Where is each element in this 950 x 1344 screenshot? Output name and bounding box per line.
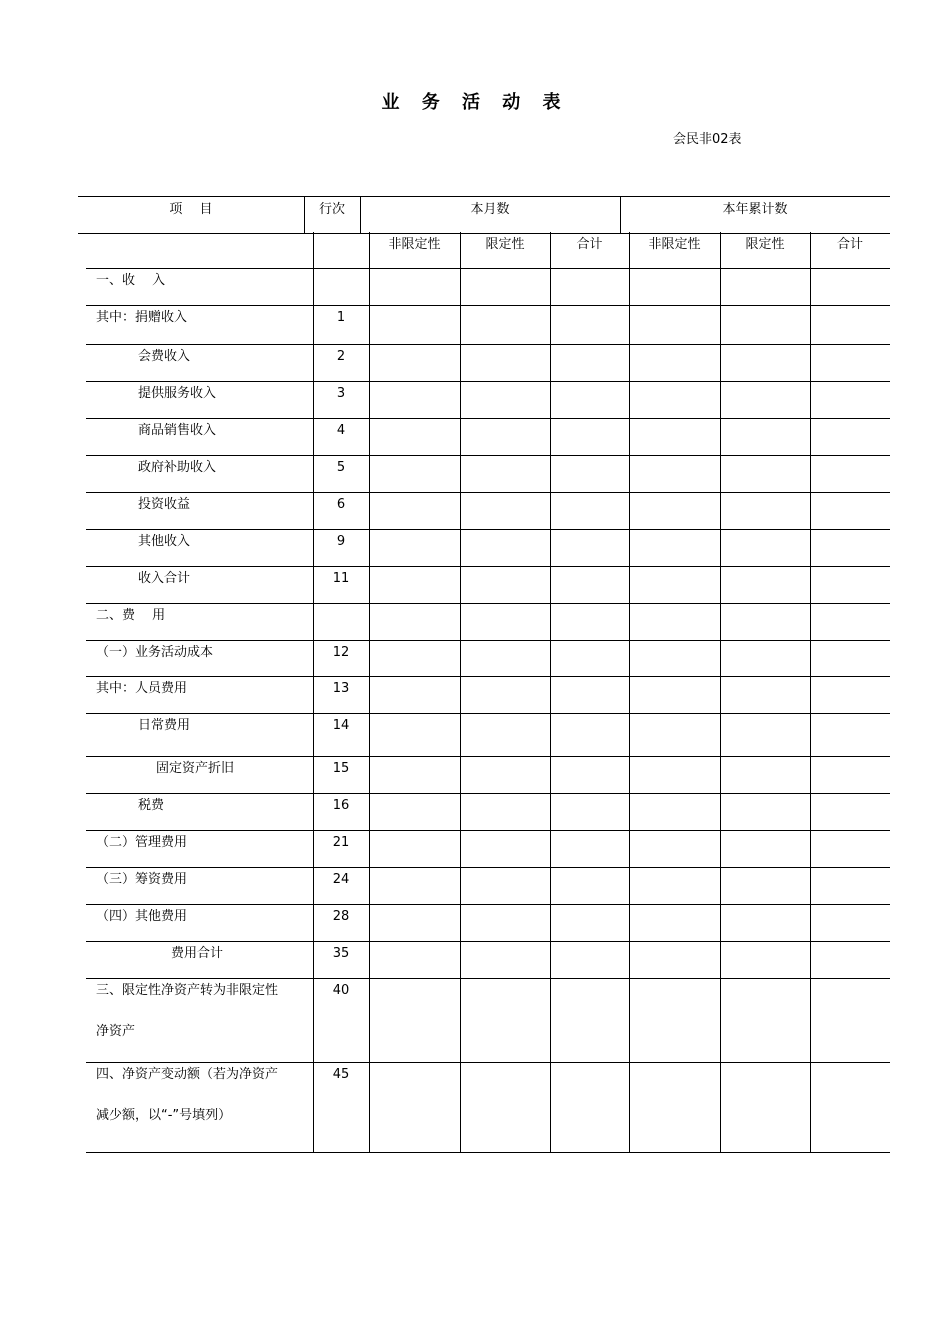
form-number: 会民非02表: [673, 132, 742, 147]
amount-cell[interactable]: [369, 904, 460, 941]
amount-cell[interactable]: [369, 867, 460, 904]
amount-cell[interactable]: [369, 941, 460, 978]
amount-cell[interactable]: [550, 418, 629, 455]
amount-cell[interactable]: [720, 904, 810, 941]
row-line-number: 12: [332, 645, 350, 660]
amount-cell[interactable]: [810, 268, 890, 305]
amount-cell[interactable]: [720, 713, 810, 756]
amount-cell[interactable]: [810, 978, 890, 1062]
table-row: [86, 305, 890, 345]
amount-cell[interactable]: [720, 305, 810, 344]
table-row: [86, 904, 890, 942]
amount-cell[interactable]: [720, 566, 810, 603]
amount-cell[interactable]: [460, 904, 550, 941]
amount-cell[interactable]: [369, 603, 460, 640]
amount-cell[interactable]: [550, 603, 629, 640]
amount-cell[interactable]: [629, 418, 720, 455]
amount-cell[interactable]: [810, 640, 890, 676]
amount-cell[interactable]: [629, 344, 720, 381]
row-line-number: 40: [332, 983, 350, 998]
amount-cell[interactable]: [629, 830, 720, 867]
column-divider: [369, 232, 370, 1152]
amount-cell[interactable]: [720, 867, 810, 904]
table-row: [86, 830, 890, 868]
amount-cell[interactable]: [629, 713, 720, 756]
amount-cell[interactable]: [720, 978, 810, 1062]
amount-cell[interactable]: [720, 676, 810, 713]
amount-cell[interactable]: [720, 941, 810, 978]
table-row: [86, 268, 890, 306]
amount-cell[interactable]: [810, 492, 890, 529]
amount-cell[interactable]: [720, 793, 810, 830]
amount-cell[interactable]: [460, 978, 550, 1062]
amount-cell[interactable]: [810, 867, 890, 904]
amount-cell[interactable]: [720, 455, 810, 492]
amount-cell[interactable]: [460, 344, 550, 381]
amount-cell[interactable]: [720, 418, 810, 455]
amount-cell[interactable]: [810, 455, 890, 492]
row-line-number: 14: [332, 718, 350, 733]
amount-cell[interactable]: [720, 381, 810, 418]
amount-cell[interactable]: [460, 640, 550, 676]
amount-cell[interactable]: [550, 904, 629, 941]
amount-cell[interactable]: [629, 603, 720, 640]
amount-cell[interactable]: [629, 904, 720, 941]
amount-cell[interactable]: [369, 455, 460, 492]
row-label-continued: 净资产: [96, 1024, 136, 1039]
table-row: [86, 867, 890, 905]
amount-cell[interactable]: [460, 830, 550, 867]
amount-cell[interactable]: [629, 978, 720, 1062]
amount-cell[interactable]: [810, 941, 890, 978]
amount-cell[interactable]: [810, 713, 890, 756]
amount-cell[interactable]: [550, 305, 629, 344]
table-row: [86, 756, 890, 794]
row-label: 一、收 入: [96, 273, 166, 288]
amount-cell[interactable]: [629, 492, 720, 529]
amount-cell[interactable]: [550, 381, 629, 418]
amount-cell[interactable]: [629, 756, 720, 793]
header-year-to-date: 本年累计数: [722, 202, 788, 217]
amount-cell[interactable]: [369, 566, 460, 603]
row-label: （一）业务活动成本: [96, 645, 214, 660]
row-line-number: 16: [332, 798, 350, 813]
amount-cell[interactable]: [460, 713, 550, 756]
amount-cell[interactable]: [460, 793, 550, 830]
subheader-cell: 合计: [576, 237, 603, 252]
amount-cell[interactable]: [369, 305, 460, 344]
table-row: [86, 640, 890, 677]
column-divider: [629, 232, 630, 1152]
table-subheader-row: [86, 232, 890, 269]
amount-cell[interactable]: [460, 1062, 550, 1152]
amount-cell[interactable]: [720, 603, 810, 640]
table-row: [86, 344, 890, 382]
amount-cell[interactable]: [550, 867, 629, 904]
amount-cell[interactable]: [460, 381, 550, 418]
amount-cell[interactable]: [550, 268, 629, 305]
amount-cell[interactable]: [629, 867, 720, 904]
amount-cell[interactable]: [629, 1062, 720, 1152]
amount-cell[interactable]: [720, 640, 810, 676]
amount-cell[interactable]: [550, 978, 629, 1062]
column-divider: [810, 232, 811, 1152]
row-label: 三、限定性净资产转为非限定性: [96, 983, 279, 998]
amount-cell[interactable]: [460, 529, 550, 566]
amount-cell[interactable]: [369, 830, 460, 867]
table-header-top: [78, 196, 890, 234]
row-line-number: 21: [332, 835, 350, 850]
amount-cell[interactable]: [369, 640, 460, 676]
row-label: 其中：人员费用: [96, 681, 188, 696]
amount-cell[interactable]: [810, 793, 890, 830]
row-line-number: 45: [332, 1067, 350, 1082]
amount-cell[interactable]: [369, 418, 460, 455]
amount-cell[interactable]: [550, 344, 629, 381]
amount-cell[interactable]: [460, 455, 550, 492]
amount-cell[interactable]: [810, 305, 890, 344]
row-label: 商品销售收入: [138, 423, 217, 438]
amount-cell[interactable]: [550, 640, 629, 676]
table-row: [86, 381, 890, 419]
table-row: [86, 492, 890, 530]
table-row: [86, 566, 890, 604]
row-line-number: 15: [332, 761, 350, 776]
row-label: 其他收入: [138, 534, 191, 549]
amount-cell[interactable]: [550, 492, 629, 529]
amount-cell[interactable]: [550, 793, 629, 830]
table-row: [86, 941, 890, 979]
amount-cell[interactable]: [810, 904, 890, 941]
table-row: [86, 793, 890, 831]
amount-cell[interactable]: [460, 676, 550, 713]
amount-cell[interactable]: [550, 941, 629, 978]
row-label: 收入合计: [138, 571, 191, 586]
row-line-number: 13: [332, 681, 350, 696]
amount-cell[interactable]: [810, 1062, 890, 1152]
row-label: 四、净资产变动额（若为净资产: [96, 1067, 279, 1082]
amount-cell[interactable]: [810, 381, 890, 418]
row-line-number: 3: [336, 386, 346, 401]
amount-cell[interactable]: [550, 713, 629, 756]
amount-cell[interactable]: [550, 566, 629, 603]
amount-cell[interactable]: [720, 529, 810, 566]
amount-cell[interactable]: [720, 756, 810, 793]
amount-cell[interactable]: [460, 941, 550, 978]
amount-cell[interactable]: [629, 676, 720, 713]
document-title: 业 务 活 动 表: [381, 92, 569, 113]
subheader-cell: 非限定性: [388, 237, 441, 252]
header-this-month: 本月数: [470, 202, 510, 217]
amount-cell[interactable]: [369, 1062, 460, 1152]
row-label: 投资收益: [138, 497, 191, 512]
amount-cell[interactable]: [369, 268, 460, 305]
amount-cell[interactable]: [810, 418, 890, 455]
row-label: （四）其他费用: [96, 909, 188, 924]
amount-cell[interactable]: [810, 603, 890, 640]
row-line-number: 2: [336, 349, 346, 364]
amount-cell[interactable]: [550, 1062, 629, 1152]
row-line-number: 5: [336, 460, 346, 475]
subheader-cell: 限定性: [745, 237, 785, 252]
table-row: [86, 455, 890, 493]
row-label: （二）管理费用: [96, 835, 188, 850]
row-label: 会费收入: [138, 349, 191, 364]
row-label: （三）筹资费用: [96, 872, 188, 887]
amount-cell[interactable]: [369, 793, 460, 830]
amount-cell[interactable]: [550, 529, 629, 566]
table-row: [86, 529, 890, 567]
amount-cell[interactable]: [460, 566, 550, 603]
amount-cell[interactable]: [550, 830, 629, 867]
row-line-number: 35: [332, 946, 350, 961]
amount-cell[interactable]: [460, 305, 550, 344]
amount-cell[interactable]: [720, 1062, 810, 1152]
row-line-number: 9: [336, 534, 346, 549]
row-label: 税费: [138, 798, 165, 813]
amount-cell[interactable]: [550, 756, 629, 793]
amount-cell[interactable]: [629, 455, 720, 492]
subheader-cell: 非限定性: [648, 237, 701, 252]
amount-cell[interactable]: [369, 756, 460, 793]
amount-cell[interactable]: [810, 830, 890, 867]
row-line-number: 28: [332, 909, 350, 924]
row-label: 日常费用: [138, 718, 191, 733]
row-line-number: 11: [332, 571, 350, 586]
table-row: [86, 1062, 890, 1153]
row-label: 政府补助收入: [138, 460, 217, 475]
column-divider: [720, 232, 721, 1152]
amount-cell[interactable]: [369, 344, 460, 381]
subheader-cell: 合计: [836, 237, 863, 252]
amount-cell[interactable]: [629, 305, 720, 344]
amount-cell[interactable]: [720, 268, 810, 305]
amount-cell[interactable]: [369, 978, 460, 1062]
amount-cell[interactable]: [460, 603, 550, 640]
header-line-no: 行次: [318, 202, 345, 217]
column-divider: [550, 232, 551, 1152]
row-label: 固定资产折旧: [156, 761, 235, 776]
row-line-number: 6: [336, 497, 346, 512]
column-divider: [460, 232, 461, 1152]
amount-cell[interactable]: [810, 676, 890, 713]
amount-cell[interactable]: [810, 344, 890, 381]
row-label: 二、费 用: [96, 608, 166, 623]
amount-cell[interactable]: [460, 867, 550, 904]
row-line-number: 24: [332, 872, 350, 887]
amount-cell[interactable]: [460, 492, 550, 529]
amount-cell[interactable]: [629, 529, 720, 566]
row-line-number: 1: [336, 310, 346, 325]
amount-cell[interactable]: [550, 455, 629, 492]
column-divider: [313, 232, 314, 1152]
amount-cell[interactable]: [369, 713, 460, 756]
row-label: 费用合计: [171, 946, 224, 961]
amount-cell[interactable]: [810, 529, 890, 566]
amount-cell[interactable]: [460, 268, 550, 305]
amount-cell[interactable]: [810, 566, 890, 603]
row-line-number: 4: [336, 423, 346, 438]
table-row: [86, 978, 890, 1063]
amount-cell[interactable]: [369, 492, 460, 529]
amount-cell[interactable]: [629, 640, 720, 676]
amount-cell[interactable]: [460, 418, 550, 455]
amount-cell[interactable]: [720, 830, 810, 867]
row-label: 其中：捐赠收入: [96, 310, 188, 325]
amount-cell[interactable]: [369, 676, 460, 713]
subheader-cell: 限定性: [485, 237, 525, 252]
table-row: [86, 713, 890, 757]
table-row: [86, 676, 890, 714]
amount-cell[interactable]: [550, 676, 629, 713]
amount-cell[interactable]: [369, 381, 460, 418]
row-label: 提供服务收入: [138, 386, 217, 401]
amount-cell[interactable]: [460, 756, 550, 793]
amount-cell[interactable]: [810, 756, 890, 793]
amount-cell[interactable]: [629, 793, 720, 830]
amount-cell[interactable]: [629, 381, 720, 418]
table-body: [86, 232, 890, 1152]
table-row: [86, 603, 890, 641]
amount-cell[interactable]: [369, 529, 460, 566]
amount-cell[interactable]: [629, 566, 720, 603]
table-row: [86, 418, 890, 456]
amount-cell[interactable]: [720, 344, 810, 381]
amount-cell[interactable]: [720, 492, 810, 529]
header-item: 项 目: [169, 202, 213, 217]
amount-cell[interactable]: [629, 268, 720, 305]
amount-cell[interactable]: [629, 941, 720, 978]
row-label-continued: 减少额，以“-”号填列）: [96, 1108, 232, 1123]
